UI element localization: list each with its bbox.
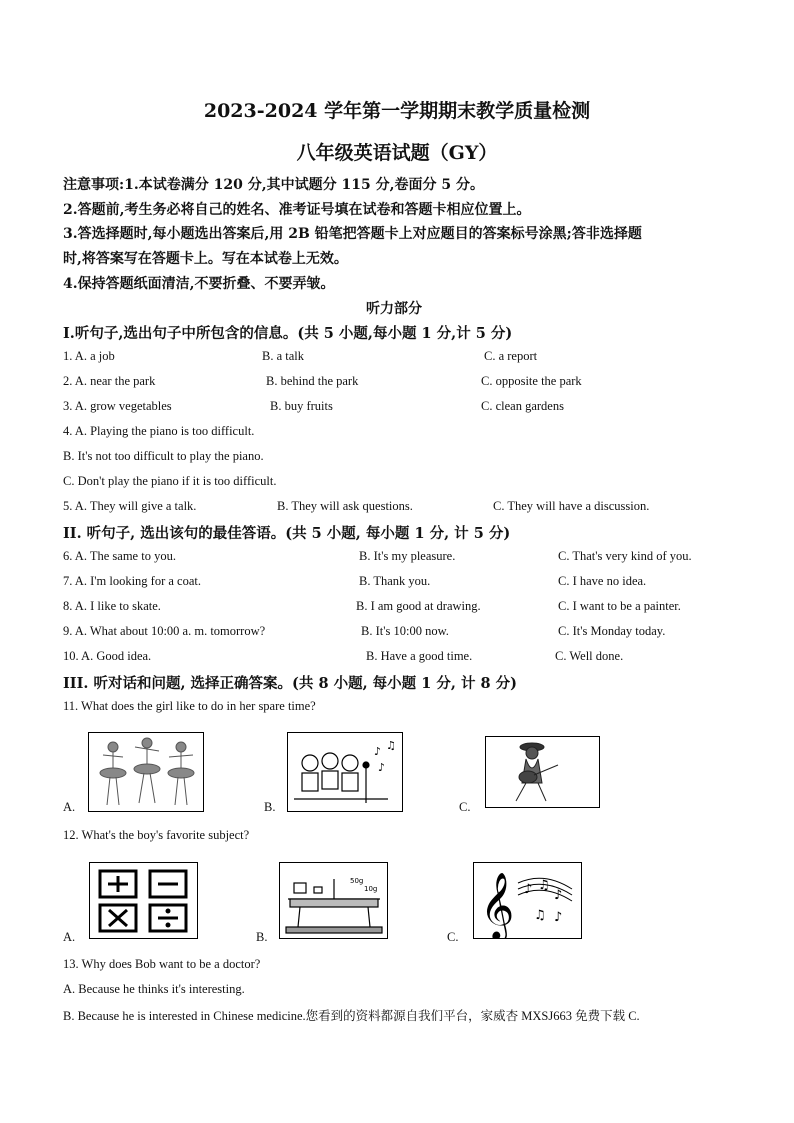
math-symbols-image: [89, 862, 198, 939]
q6-b: B. It's my pleasure.: [359, 549, 456, 563]
q1-c: C. a report: [484, 349, 538, 363]
section2-heading: II. 听句子, 选出该句的最佳答语。(共 5 小题, 每小题 1 分, 计 5 分): [63, 525, 511, 542]
note-4: 4.保持答题纸面清洁,不要折叠、不要弄皱。: [63, 276, 335, 292]
svg-text:♫: ♫: [534, 908, 546, 923]
svg-text:𝄞: 𝄞: [480, 871, 515, 938]
q11-question: 11. What does the girl like to do in her spare time?: [63, 699, 316, 713]
note-3: 3.答选择题时,每小题选出答案后,用 2B 铅笔把答题卡上对应题目的答案标号涂黑;答非选择题: [63, 226, 642, 242]
q13-a: A. Because he thinks it's interesting.: [63, 982, 245, 996]
q3-c: C. clean gardens: [481, 399, 564, 413]
svg-text:♪: ♪: [524, 882, 533, 897]
q2-c: C. opposite the park: [481, 374, 582, 388]
q10-b: B. Have a good time.: [366, 649, 473, 663]
svg-text:♪: ♪: [554, 888, 563, 903]
q12-question: 12. What's the boy's favorite subject?: [63, 828, 250, 842]
q5-b: B. They will ask questions.: [277, 499, 413, 513]
svg-text:♫: ♫: [538, 878, 550, 893]
q13-question: 13. Why does Bob want to be a doctor?: [63, 957, 261, 971]
weight-50g-label: 50g: [350, 877, 364, 885]
q9-b: B. It's 10:00 now.: [361, 624, 449, 638]
q11-label-a: A.: [63, 800, 76, 814]
q8-b: B. I am good at drawing.: [356, 599, 481, 613]
svg-text:♪: ♪: [378, 761, 386, 774]
q7-c: C. I have no idea.: [558, 574, 647, 588]
q12-label-a: A.: [63, 930, 76, 944]
q6-a: 6. A. The same to you.: [63, 549, 176, 563]
ballet-dancers-image: [88, 732, 204, 812]
q1-a: 1. A. a job: [63, 349, 115, 363]
q9-c: C. It's Monday today.: [558, 624, 666, 638]
q5-a: 5. A. They will give a talk.: [63, 499, 197, 513]
q9-a: 9. A. What about 10:00 a. m. tomorrow?: [63, 624, 266, 638]
q6-c: C. That's very kind of you.: [558, 549, 692, 563]
section3-heading: III. 听对话和问题, 选择正确答案。(共 8 小题, 每小题 1 分, 计 8 分): [63, 675, 518, 692]
q3-a: 3. A. grow vegetables: [63, 399, 172, 413]
q12-label-c: C.: [447, 930, 459, 944]
svg-text:♫: ♫: [386, 739, 396, 752]
q4-b: B. It's not too difficult to play the piano.: [63, 449, 264, 463]
svg-text:♪: ♪: [554, 910, 563, 925]
weight-10g-label: 10g: [364, 885, 378, 893]
q8-a: 8. A. I like to skate.: [63, 599, 161, 613]
q11-label-c: C.: [459, 800, 471, 814]
q12-label-b: B.: [256, 930, 268, 944]
note-2: 2.答题前,考生务必将自己的姓名、准考证号填在试卷和答题卡相应位置上。: [63, 202, 531, 218]
q4-c: C. Don't play the piano if it is too difficult.: [63, 474, 277, 488]
listening-heading: 听力部分: [366, 301, 422, 317]
q5-c: C. They will have a discussion.: [493, 499, 650, 513]
music-notes-image: [473, 862, 582, 939]
section1-heading: Ⅰ.听句子,选出句子中所包含的信息。(共 5 小题,每小题 1 分,计 5 分): [63, 325, 513, 342]
q7-b: B. Thank you.: [359, 574, 431, 588]
q11-label-b: B.: [264, 800, 276, 814]
q2-a: 2. A. near the park: [63, 374, 156, 388]
q1-b: B. a talk: [262, 349, 305, 363]
page-title: 2023-2024 学年第一学期期末教学质量检测: [203, 100, 591, 122]
q2-b: B. behind the park: [266, 374, 359, 388]
note-1: 注意事项:1.本试卷满分 120 分,其中试题分 115 分,卷面分 5 分。: [63, 177, 484, 193]
q3-b: B. buy fruits: [270, 399, 333, 413]
q10-a: 10. A. Good idea.: [63, 649, 152, 663]
note-3-cont: 时,将答案写在答题卡上。写在本试卷上无效。: [63, 251, 348, 267]
page-subtitle: 八年级英语试题（GY）: [296, 142, 498, 164]
q13-b: B. Because he is interested in Chinese medicine.您看到的资料都源自我们平台，家威杏 MXSJ663 免费下载 C.: [63, 1009, 640, 1023]
q8-c: C. I want to be a painter.: [558, 599, 681, 613]
guitar-player-image: [485, 736, 600, 808]
q7-a: 7. A. I'm looking for a coat.: [63, 574, 201, 588]
svg-text:♪: ♪: [374, 745, 382, 758]
q10-c: C. Well done.: [555, 649, 624, 663]
choir-singers-image: [287, 732, 403, 812]
q4-a: 4. A. Playing the piano is too difficult.: [63, 424, 255, 438]
lab-balance-image: [279, 862, 388, 939]
